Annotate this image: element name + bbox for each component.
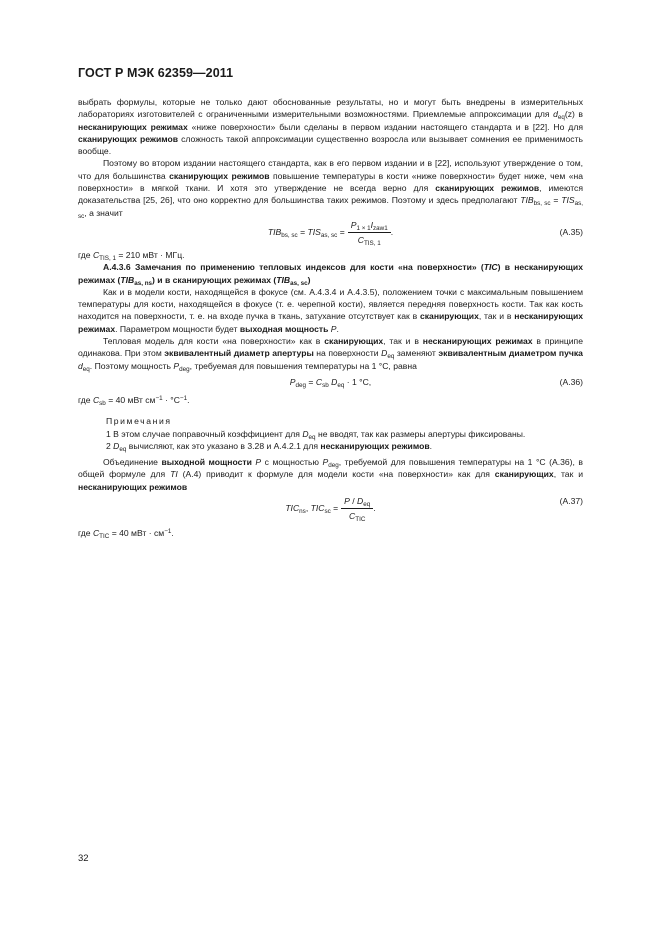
note-2: 2 $D_{eq}$ вычисляют, как это указано в 3.28 и А.4.2.1 для несканирующих режимов. [106,440,432,453]
paragraph-thermal-model: Тепловая модель для кости «на поверхности» как в сканирующих, так и в несканирующих режимах в принципе одинакова. При этом эквивалентный диаметр апертуры на поверхности $D_{eq}$ заменяют эквивалентным диаметром пучка $d_{eq}$. Поэтому мощность $P_{deg}$, требуемая для повышения температуры на 1 °С, равна [78,336,583,373]
section-heading-a436: А.4.3.6 Замечания по применению тепловых индексов для кости «на поверхности» (TIC) в несканирующих режимах $(TIB_{as, ns})$ и в сканирующих режимах $(TIB_{as, sc})$ [78,262,583,287]
where-ctic: где $C_{TIC} = 40$ мВт · $см^{-1}$. [78,528,174,541]
formula-number-a36: (А.36) [559,376,583,387]
note-1: 1 В этом случае поправочный коэффициент для $D_{eq}$ не вводят, так как размеры апертуры фиксированы. [106,428,526,441]
paragraph-combination: Объединение выходной мощности P с мощностью $P_{deg}$, требуемой для повышения температуры на 1 °С (А.36), в общей формуле для TI (А.4) приводит к формуле для модели кости «на поверхности» как для сканирующих, так и несканирующих режимов [78,457,584,492]
intro-paragraph: выбрать формулы, которые не только дают обоснованные результаты, но и могут быть внедрены в измерительных лабораториях изготовителей с ограниченными измерительными возможностями. Приемлемые аппроксимации для $d_{eq}(z)$ в несканирующих режимах «ниже поверхности» были сделаны в первом издании настоящего стандарта и в [22]. Но для сканирующих режимов сложность такой аппроксимации существенно возросла или вызывает сомнения ее применимость вообще. [78,97,584,157]
paragraph-scanning-assumption: Поэтому во втором издании настоящего стандарта, как в его первом издании и в [22], используют утверждение о том, что для большинства сканирующих режимов повышение температуры в кости «ниже поверхности» будет ниже, чем «на поверхности» в мягкой ткани. И хотя это утверждение не всегда верно для сканирующих режимов, имеются доказательства [25, 26], что оно корректно для большинства таких режимов. Поэтому и здесь предполагают $TIB_{bs, sc} = TIS_{as, sc}$, а значит [78,158,584,220]
page-header-title: ГОСТ Р МЭК 62359—2011 [78,66,234,80]
page-number: 32 [78,853,89,864]
formula-number-a37: (А.37) [559,496,583,507]
page-content [78,96,583,539]
formula-a36: $P_{deg} = C_{sb}$ $D_{eq} \cdot 1$ °С, (А.36) [289,376,583,389]
notes-heading: Примечания [106,416,172,427]
where-csb: где $C_{sb} = 40$ мВт $см^{-1} \cdot ^\circ С^{-1}$. [78,394,190,407]
formula-number-a35: (А.35) [559,226,583,237]
where-ctis: где $C_{TIS, 1} = 210$ мВт · МГц. [78,249,185,262]
paragraph-bone-model: Как и в модели кости, находящейся в фокусе (см. А.4.3.4 и А.4.3.5), положением точки с максимальным повышением температуры для кости, находящейся в фокусе (т. е. черепной кости), является передняя поверхность кости. Так как кость находится на поверхности, т. е. на входе пучка в ткань, затухание отсутствует как в сканирующих, так и в несканирующих режимах. Параметром мощности будет выходная мощность P. [78,286,584,334]
formula-a35: $TIB_{bs, sc} = TIS_{as, sc}$ = $\frac{P_{1 \times 1}I_{zaw1}}{C_{TIS, 1}}$ . (А.35) [267,219,583,248]
formula-a37: $TIC_{ns}$, $TIC_{sc}$ = $\frac{P / D_{eq}}{C_{TIC}}$ . (А.37) [285,496,583,524]
